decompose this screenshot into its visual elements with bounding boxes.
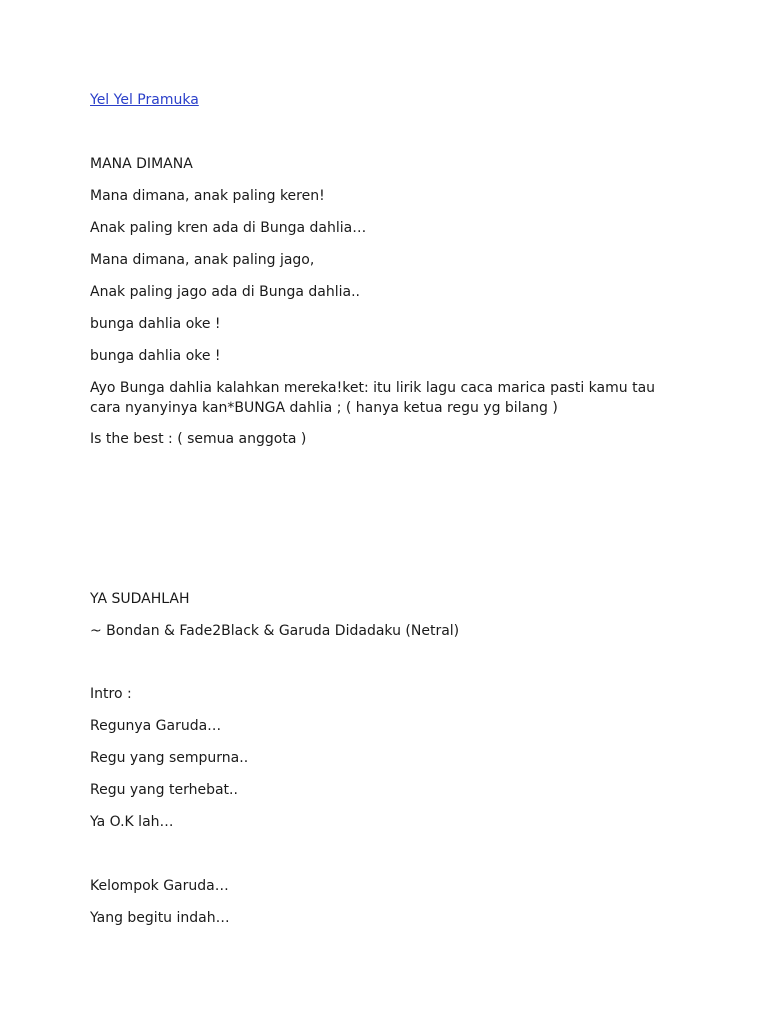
intro-label: Intro : — [90, 686, 132, 702]
lyric-line: Is the best : ( semua anggota ) — [90, 431, 307, 447]
yel-yel-pramuka-link[interactable]: Yel Yel Pramuka — [90, 92, 199, 108]
lyric-line: Ya O.K lah… — [90, 814, 174, 830]
lyric-line: Anak paling kren ada di Bunga dahlia… — [90, 220, 367, 236]
lyric-line: bunga dahlia oke ! — [90, 316, 221, 332]
lyric-line: Regunya Garuda… — [90, 718, 222, 734]
lyric-line-note: Ayo Bunga dahlia kalahkan mereka!ket: itu lirik lagu caca marica pasti kamu tau cara nyanyinya kan*BUNGA dahlia ; ( hanya ketua regu yg bilang ) — [90, 380, 656, 416]
section-heading-mana-dimana: MANA DIMANA — [90, 156, 193, 172]
lyric-line: bunga dahlia oke ! — [90, 348, 221, 364]
lyric-line: Yang begitu indah… — [90, 910, 230, 926]
lyric-line: Kelompok Garuda… — [90, 878, 229, 894]
lyric-line: Anak paling jago ada di Bunga dahlia.. — [90, 284, 360, 300]
lyric-line: Regu yang terhebat.. — [90, 782, 238, 798]
section-heading-ya-sudahlah: YA SUDAHLAH — [90, 591, 190, 607]
lyric-line: Regu yang sempurna.. — [90, 750, 249, 766]
lyric-line: Mana dimana, anak paling jago, — [90, 252, 315, 268]
song-subtitle: ~ Bondan & Fade2Black & Garuda Didadaku (Netral) — [90, 623, 460, 639]
lyric-line: Mana dimana, anak paling keren! — [90, 188, 325, 204]
